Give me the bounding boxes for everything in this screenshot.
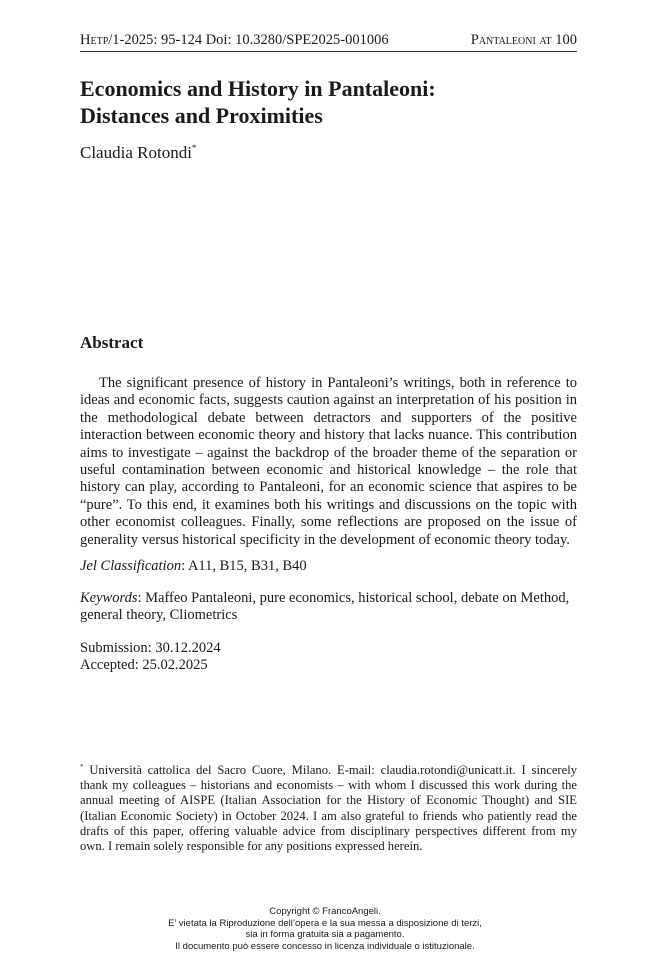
copyright-line-3: sia in forma gratuita sia a pagamento. (245, 929, 405, 940)
jel-label: Jel Classification (80, 558, 182, 574)
footnote-text: Università cattolica del Sacro Cuore, Milano. E-mail: claudia.rotondi@unicatt.it. I sincerely thank my colleagues – historians and economists – with whom I discussed this work during the annual meeting of AISPE (Italian Association for the History of Economic Thought) and SIE (Italian Economic Society) in October 2024. I am also grateful to friends who patiently read the drafts of this paper, offering valuable advice from disciplinary perspectives different from my own. I remain solely responsible for any positions expressed herein. (80, 763, 577, 854)
journal-name: Hetp (80, 32, 109, 48)
copyright-notice (100, 906, 550, 952)
submission-dates (80, 640, 577, 675)
paper-title (80, 75, 580, 129)
jel-classification (80, 558, 577, 575)
copyright-line-2: E’ vietata la Riproduzione dell’opera e la sua messa a disposizione di terzi, (168, 917, 482, 929)
author-name: Claudia Rotondi (80, 143, 192, 162)
keywords-list: : Maffeo Pantaleoni, pure economics, historical school, debate on Method, general theory, Cliometrics (80, 590, 570, 624)
abstract-body: The significant presence of history in Pantaleoni’s writings, both in reference to ideas and economic facts, suggests caution against an interpretation of his position in the methodological debate between detractors and supporters of the positive interaction between economic theory and history that lacks nuance. This contribution aims to investigate – against the backdrop of the broader theme of the separation or useful contamination between economic and historical knowledge – the role that history can play, according to Pantaleoni, for an economic science that aspires to be “pure”. To this end, it examines both his writings and discussions on the topic with other economist colleagues. Finally, some reflections are proposed on the issue of generality versus historical specificity in the development of economic theory today. (80, 375, 577, 548)
citation-doi: /1-2025: 95-124 Doi: 10.3280/SPE2025-001006 (108, 32, 389, 48)
keywords-label: Keywords (80, 590, 138, 606)
running-header (80, 31, 577, 52)
footnote-mark: * (80, 763, 84, 771)
jel-codes: : A11, B15, B31, B40 (181, 558, 307, 574)
journal-citation (80, 31, 389, 49)
author-footnote (80, 760, 577, 854)
author-footnote-mark: * (191, 143, 197, 153)
paper-title-line-2: Distances and Proximities (80, 103, 323, 128)
author-line (80, 138, 196, 163)
paper-title-line-1: Economics and History in Pantaleoni: (80, 76, 436, 101)
abstract-heading: Abstract (80, 333, 144, 352)
submission-date: Submission: 30.12.2024 (80, 640, 221, 656)
keywords (80, 590, 577, 625)
copyright-line-1: Copyright © FrancoAngeli. (269, 906, 381, 917)
copyright-line-4: Il documento può essere concesso in licenza individuale o istituzionale. (175, 940, 475, 952)
running-title: Pantaleoni at 100 (470, 32, 577, 48)
accepted-date: Accepted: 25.02.2025 (80, 657, 208, 674)
